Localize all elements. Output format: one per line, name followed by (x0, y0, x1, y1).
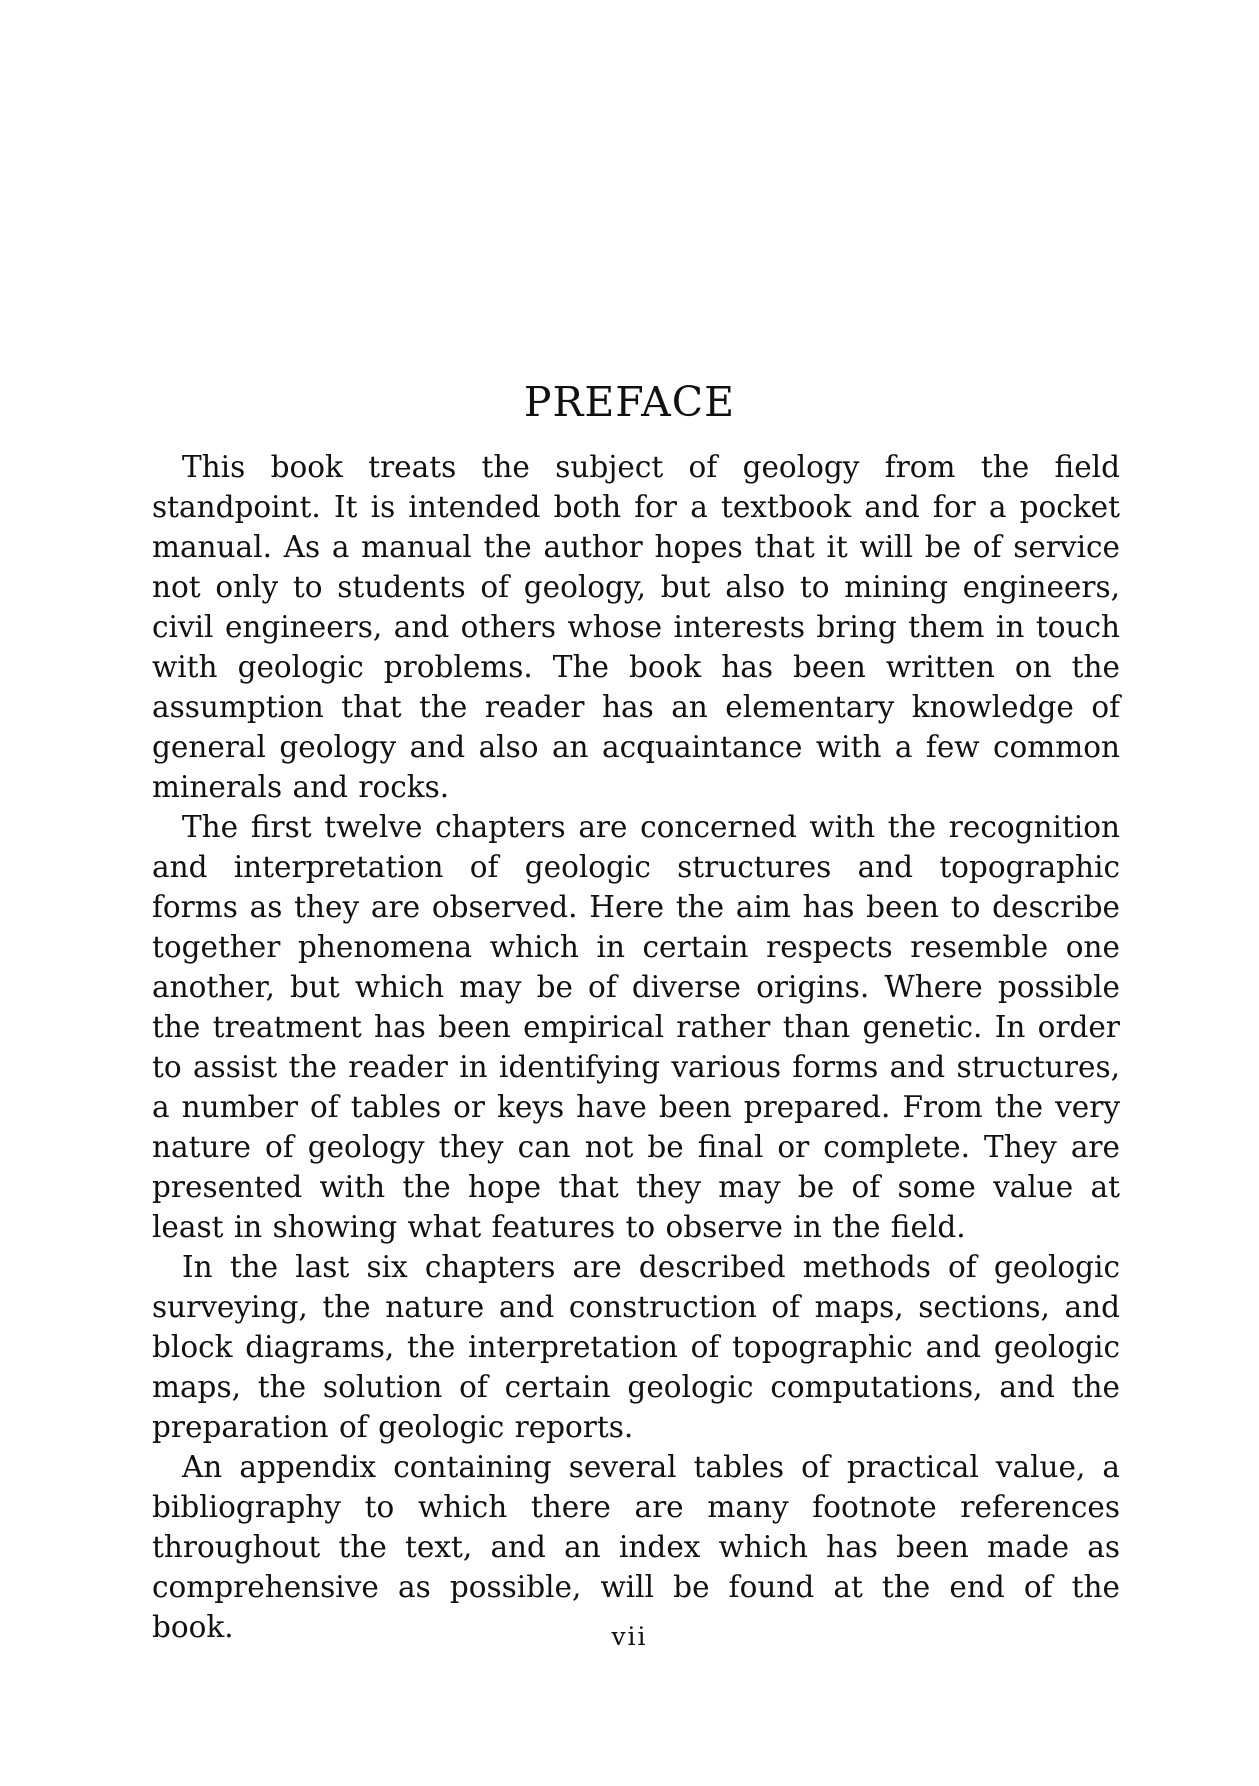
paragraph-1: This book treats the subject of geology from the field standpoint. It is intended both for a textbook and for a pocket manual. As a manual the author hopes that it will be of service not only to students of geology, but also to mining engineers, civil engineers, and others whose interests bring them in touch with geologic problems. The book has been written on the assumption that the reader has an elementary knowledge of general geology and also an acquaintance with a few common minerals and rocks. (152, 450, 1120, 804)
page-number: vii (611, 1622, 648, 1651)
preface-body (152, 447, 1120, 1647)
paragraph-3: In the last six chapters are described methods of geologic surveying, the nature and construction of maps, sections, and block diagrams, the interpretation of topographic and geologic maps, the solution of certain geologic computations, and the preparation of geologic reports. (152, 1250, 1120, 1444)
paragraph-2: The first twelve chapters are concerned with the recognition and interpretation of geologic structures and topographic forms as they are observed. Here the aim has been to describe together phenomena which in certain respects resemble one another, but which may be of diverse origins. Where possible the treatment has been empirical rather than genetic. In order to assist the reader in identifying various forms and structures, a number of tables or keys have been prepared. From the very nature of geology they can not be final or complete. They are presented with the hope that they may be of some value at least in showing what features to observe in the field. (152, 810, 1120, 1244)
paragraph-4: An appendix containing several tables of practical value, a bibliography to which there are many footnote references throughout the text, and an index which has been made as comprehensive as possible, will be found at the end of the book. (152, 1450, 1120, 1644)
page-title: PREFACE (523, 378, 736, 426)
